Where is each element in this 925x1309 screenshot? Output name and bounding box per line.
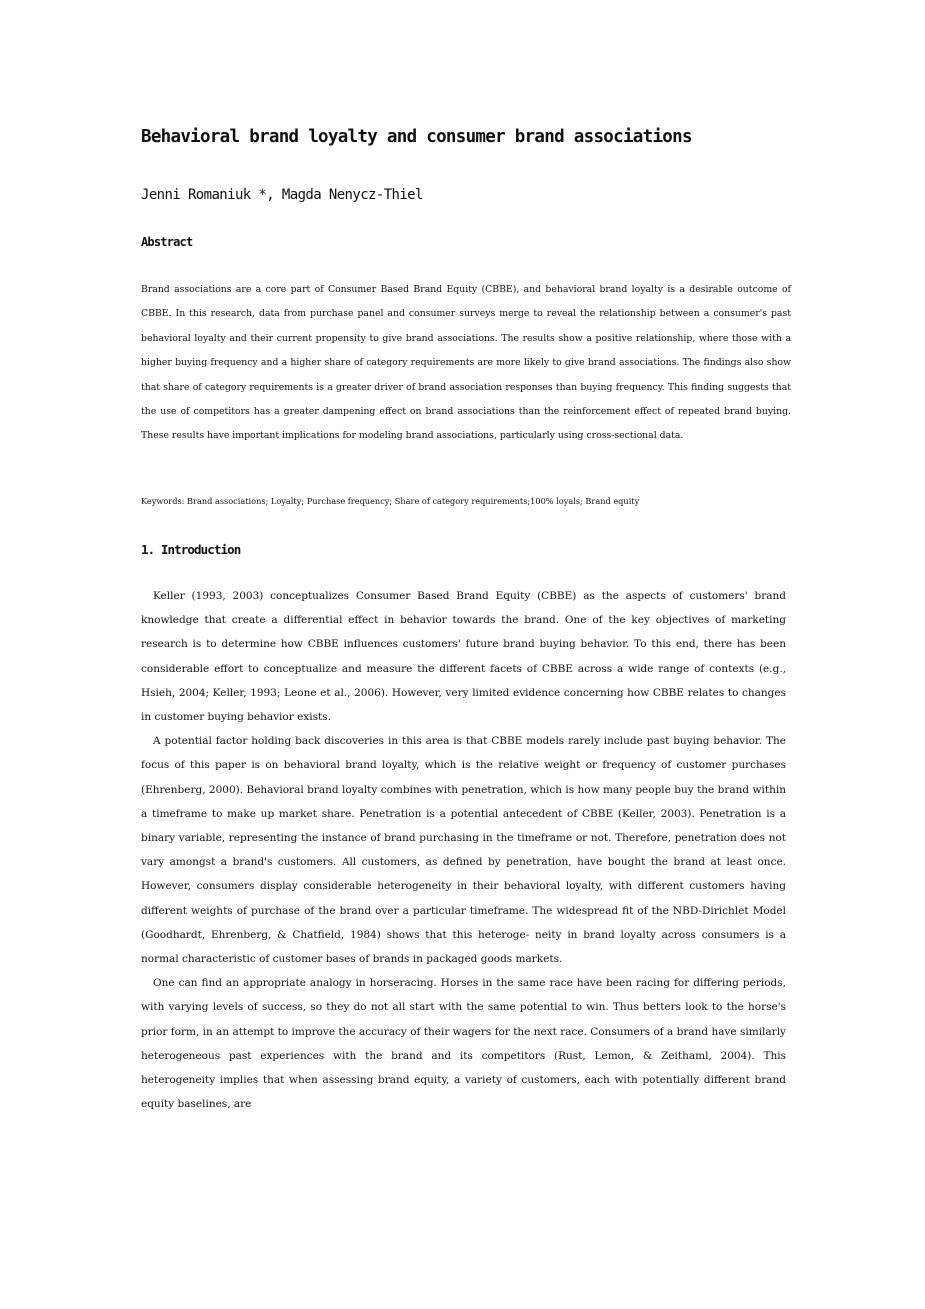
paragraph: A potential factor holding back discoveries in this area is that CBBE models rarely include past buying behavior. The focus of this paper is on behavioral brand loyalty, which is the relative weight or frequency of customer purchases (Ehrenberg, 2000). Behavioral brand loyalty combines with penetration, which is how many people buy the brand within a timeframe to make up market share. Penetration is a potential antecedent of CBBE (Keller, 2003). Penetration is a binary variable, representing the instance of brand purchasing in the timeframe or not. Therefore, penetration does not vary amongst a brand's customers. All customers, as defined by penetration, have bought the brand at least once. However, consumers display considerable heterogeneity in their behavioral loyalty, with different customers having different weights of purchase of the brand over a particular timeframe. The widespread fit of the NBD-Dirichlet Model (Goodhardt, Ehrenberg, & Chatfield, 1984) shows that this heteroge- neity in brand loyalty across consumers is a normal characteristic of customer bases of brands in packaged goods markets. xyxy=(141,735,786,966)
abstract-heading: Abstract xyxy=(141,235,193,249)
paragraph: One can find an appropriate analogy in horseracing. Horses in the same race have been racing for differing periods, with varying levels of success, so they do not all start with the same potential to win. Thus betters look to the horse's prior form, in an attempt to improve the accuracy of their wagers for the next race. Consumers of a brand have similarly heterogeneous past experiences with the brand and its competitors (Rust, Lemon, & Zeithaml, 2004). This heterogeneity implies that when assessing brand equity, a variety of customers, each with potentially different brand equity baselines, are xyxy=(141,977,786,1111)
keywords: Keywords: Brand associations; Loyalty; Purchase frequency; Share of category requirements;100% loyals; Brand equity xyxy=(141,496,640,506)
paragraph: Keller (1993, 2003) conceptualizes Consumer Based Brand Equity (CBBE) as the aspects of customers' brand knowledge that create a differential effect in behavior towards the brand. One of the key objectives of marketing research is to determine how CBBE influences customers' future brand buying behavior. To this end, there has been considerable effort to conceptualize and measure the different facets of CBBE across a wide range of contexts (e.g., Hsieh, 2004; Keller, 1993; Leone et al., 2006). However, very limited evidence concerning how CBBE relates to changes in customer buying behavior exists. xyxy=(141,590,786,724)
authors: Jenni Romaniuk *, Magda Nenycz-Thiel xyxy=(141,187,423,203)
section-heading-introduction: 1. Introduction xyxy=(141,542,241,557)
abstract-text: Brand associations are a core part of Consumer Based Brand Equity (CBBE), and behavioral brand loyalty is a desirable outcome of CBBE. In this research, data from purchase panel and consumer surveys merge to reveal the relationship between a consumer's past behavioral loyalty and their current propensity to give brand associations. The results show a positive relationship, where those with a higher buying frequency and a higher share of category requirements are more likely to give brand associations. The findings also show that share of category requirements is a greater driver of brand association responses than buying frequency. This finding suggests that the use of competitors has a greater dampening effect on brand associations than the reinforcement effect of repeated brand buying. These results have important implications for modeling brand associations, particularly using cross-sectional data. xyxy=(141,284,791,442)
introduction-body xyxy=(141,584,786,1116)
paper-title: Behavioral brand loyalty and consumer brand associations xyxy=(141,127,692,147)
